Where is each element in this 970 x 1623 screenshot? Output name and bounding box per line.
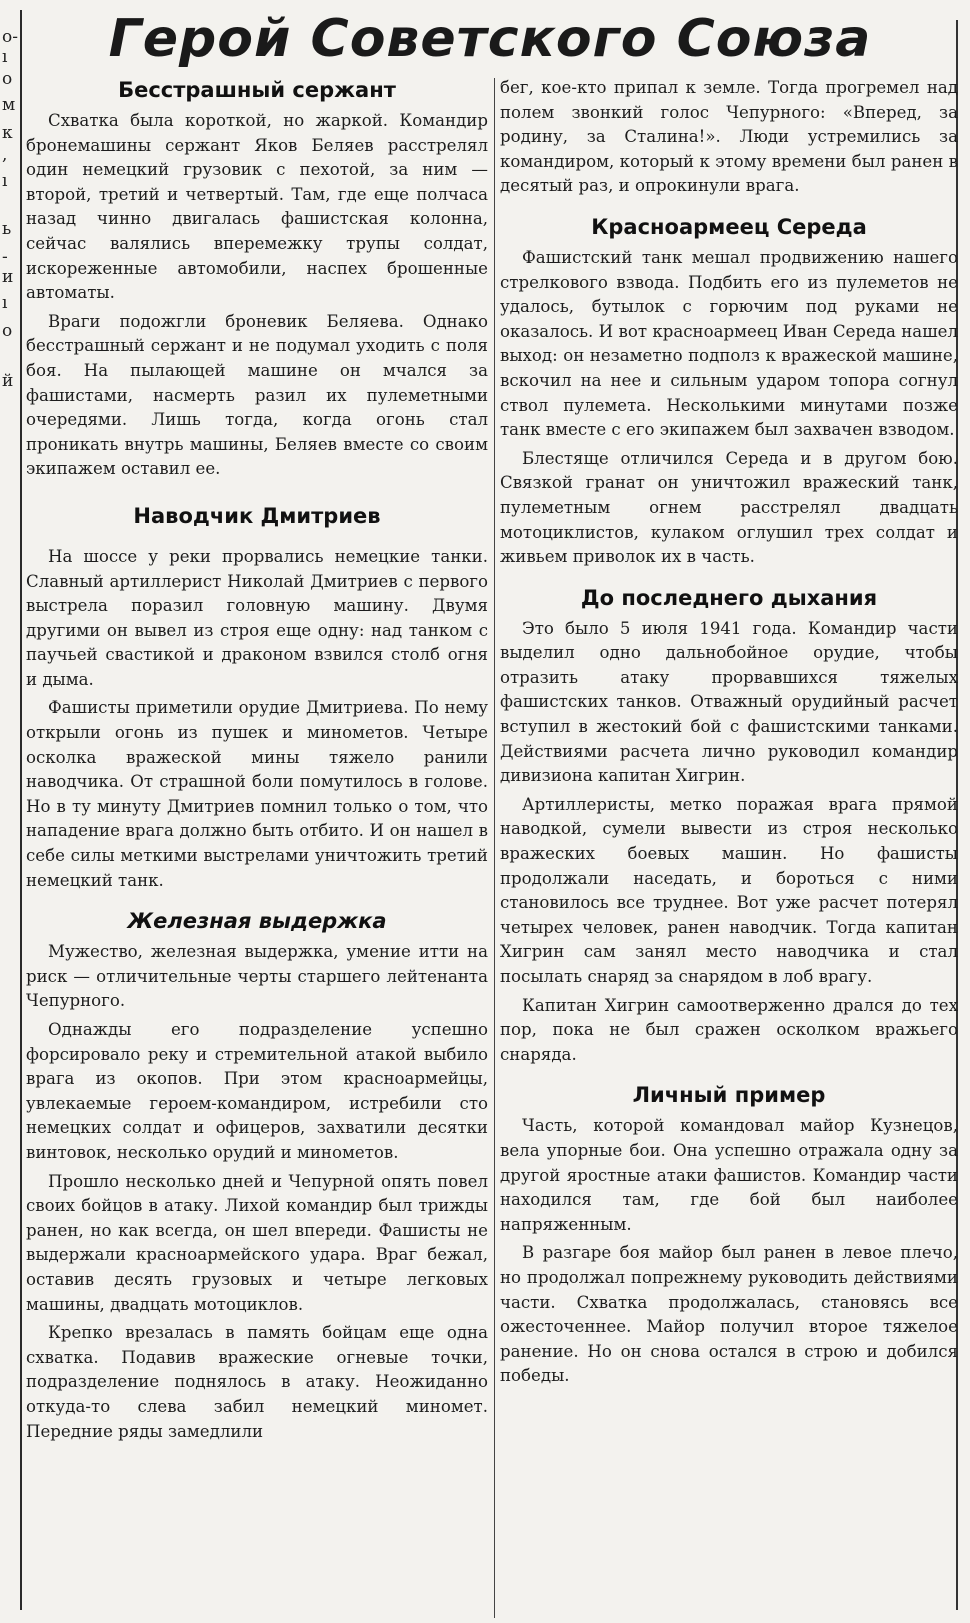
margin-letter: ı xyxy=(2,47,8,67)
margin-letter: и xyxy=(2,267,14,287)
margin-letter: о xyxy=(2,321,13,341)
article-paragraph: Однажды его подразделение успешно форсировало реку и стремительной атакой выбило врага из окопов. При этом красноармейцы, увлекаемые героем-командиром, истребили сто немецких солдат и офицеров, захватили десятки винтовок, несколько орудий и минометов. xyxy=(26,1020,488,1162)
margin-letter: ı xyxy=(2,293,8,313)
article-paragraph: Артиллеристы, метко поражая врага прямой наводкой, сумели вывести из строя несколько вражеских боевых машин. Но фашисты продолжали наседать, и бороться с ними становилось все труднее. Вот уже расчет потерял четырех человек, ранен наводчик. Тогда капитан Хигрин сам занял место наводчика и стал посылать снаряд за снарядом в лоб врагу. xyxy=(500,794,958,986)
right-column xyxy=(500,76,958,1393)
left-column xyxy=(26,76,488,1448)
margin-letter: о xyxy=(2,69,13,89)
article-paragraph: бег, кое-кто припал к земле. Тогда прогремел над полем звонкий голос Чепурного: «Вперед, за родину, за Сталина!». Люди устремились за командиром, который к этому времени был ранен в десятый раз, и опрокинули врага. xyxy=(500,78,958,196)
article-paragraph: Фашисты приметили орудие Дмитриева. По нему открыли огонь из пушек и минометов. Четыре осколка вражеской мины тяжело ранили наводчика. От страшной боли помутилось в голове. Но в ту минуту Дмитриев помнил только о том, что нападение врага должно быть отбито. И он нашел в себе силы меткими выстрелами уничтожить третий немецкий танк. xyxy=(26,698,488,890)
article-paragraph: Блестяще отличился Середа и в другом бою. Связкой гранат он уничтожил вражеский танк, пулеметным огнем расстрелял двадцать мотоциклистов, кулаком оглушил трех солдат и живьем приволок их в часть. xyxy=(500,448,958,567)
article-paragraph: На шоссе у реки прорвались немецкие танки. Славный артиллерист Николай Дмитриев с первого выстрела поразил головную машину. Двумя другими он вывел из строя еще одну: над танком с паучьей свастикой и драконом взвился столб огня и дыма. xyxy=(26,546,488,689)
margin-letter: , xyxy=(2,145,8,165)
margin-letter: й xyxy=(2,371,14,391)
article-last-breath xyxy=(500,584,958,1068)
article-iron-endurance xyxy=(26,907,488,1444)
article-title: Наводчик Дмитриев xyxy=(133,503,381,528)
article-paragraph: Мужество, железная выдержка, умение итти на риск — отличительные черты старшего лейтенанта Чепурного. xyxy=(26,942,488,1011)
left-margin-fragment xyxy=(0,0,22,1623)
article-paragraph: Крепко врезалась в память бойцам еще одна схватка. Подавив вражеские огневые точки, подразделение поднялось в атаку. Неожиданно откуда-то слева забил немецкий миномет. Передние ряды замедлили xyxy=(26,1323,488,1441)
article-continuation xyxy=(500,76,958,199)
margin-letter: ı xyxy=(2,171,8,191)
article-title: До последнего дыхания xyxy=(580,585,878,610)
article-title: Красноармеец Середа xyxy=(591,214,867,239)
margin-letter: - xyxy=(2,247,8,267)
article-paragraph: Схватка была короткой, но жаркой. Командир бронемашины сержант Яков Беляев расстрелял один немецкий грузовик с пехотой, за ним — второй, третий и четвертый. Там, где еще полчаса назад чинно двигалась фашистская колонна, сейчас валялись вперемежку трупы солдат, искореженные автомобили, наспех брошенные автоматы. xyxy=(26,111,488,303)
article-paragraph: Капитан Хигрин самоотверженно дрался до тех пор, пока не был сражен осколком вражьего снаряда. xyxy=(500,995,958,1064)
article-paragraph: Это было 5 июля 1941 года. Командир части выделил одно дальнобойное орудие, чтобы отразить атаку прорвавшихся тяжелых фашистских танков. Отважный орудийный расчет вступил в жестокий бой с фашистскими танками. Действиями расчета лично руководил командир дивизиона капитан Хигрин. xyxy=(500,618,958,786)
article-personal-example xyxy=(500,1081,958,1389)
margin-letter: ь xyxy=(2,219,12,239)
article-title: Железная выдержка xyxy=(127,909,387,934)
article-fearless-sergeant xyxy=(26,76,488,482)
article-paragraph: В разгаре боя майор был ранен в левое плечо, но продолжал попрежнему руководить действиями части. Схватка продолжалась, становясь все ожесточеннее. Майор получил второе тяжелое ранение. Но он снова остался в строю и добился победы. xyxy=(500,1243,958,1386)
article-paragraph: Часть, которой командовал майор Кузнецов, вела упорные бои. Она успешно отражала одну за другой яростные атаки фашистов. Командир части находился там, где бой был наиболее напряженным. xyxy=(500,1116,958,1234)
article-paragraph: Враги подожгли броневик Беляева. Однако бесстрашный сержант и не подумал уходить с поля боя. На пылающей машине он мчался за фашистами, насмерть разил их пулеметными очередями. Лишь тогда, когда огонь стал проникать внутрь машины, Беляев вместе со своим экипажем оставил ее. xyxy=(26,311,488,479)
article-paragraph: Фашистский танк мешал продвижению нашего стрелкового взвода. Подбить его из пулеметов не удалось, бутылок с горючим под руками не оказалось. И вот красноармеец Иван Середа нашел выход: он незаметно подполз к вражеской машине, вскочил на нее и сильным ударом топора согнул ствол пулемета. Несколькими минутами позже танк вместе с его экипажем был захвачен взводом. xyxy=(500,247,958,440)
article-title: Личный пример xyxy=(632,1083,826,1108)
article-title: Бесстрашный сержант xyxy=(118,78,396,102)
column-divider xyxy=(494,78,495,1618)
margin-letter: м xyxy=(2,95,16,115)
margin-letter: к xyxy=(2,123,13,143)
right-margin-fragment xyxy=(956,0,970,1623)
masthead-title: Герой Советского Союза xyxy=(108,9,872,69)
article-paragraph: Прошло несколько дней и Чепурной опять повел своих бойцов в атаку. Лихой командир был трижды ранен, но как всегда, он шел впереди. Фашисты не выдержали красноармейского удара. Враг бежал, оставив десять грузовых и четыре легковых машины, двадцать мотоциклов. xyxy=(26,1171,488,1314)
article-red-army-man-sereda xyxy=(500,213,958,570)
left-margin-rule xyxy=(20,10,22,1610)
article-gunner-dmitriev xyxy=(26,502,488,893)
margin-letter: о- xyxy=(2,27,18,47)
